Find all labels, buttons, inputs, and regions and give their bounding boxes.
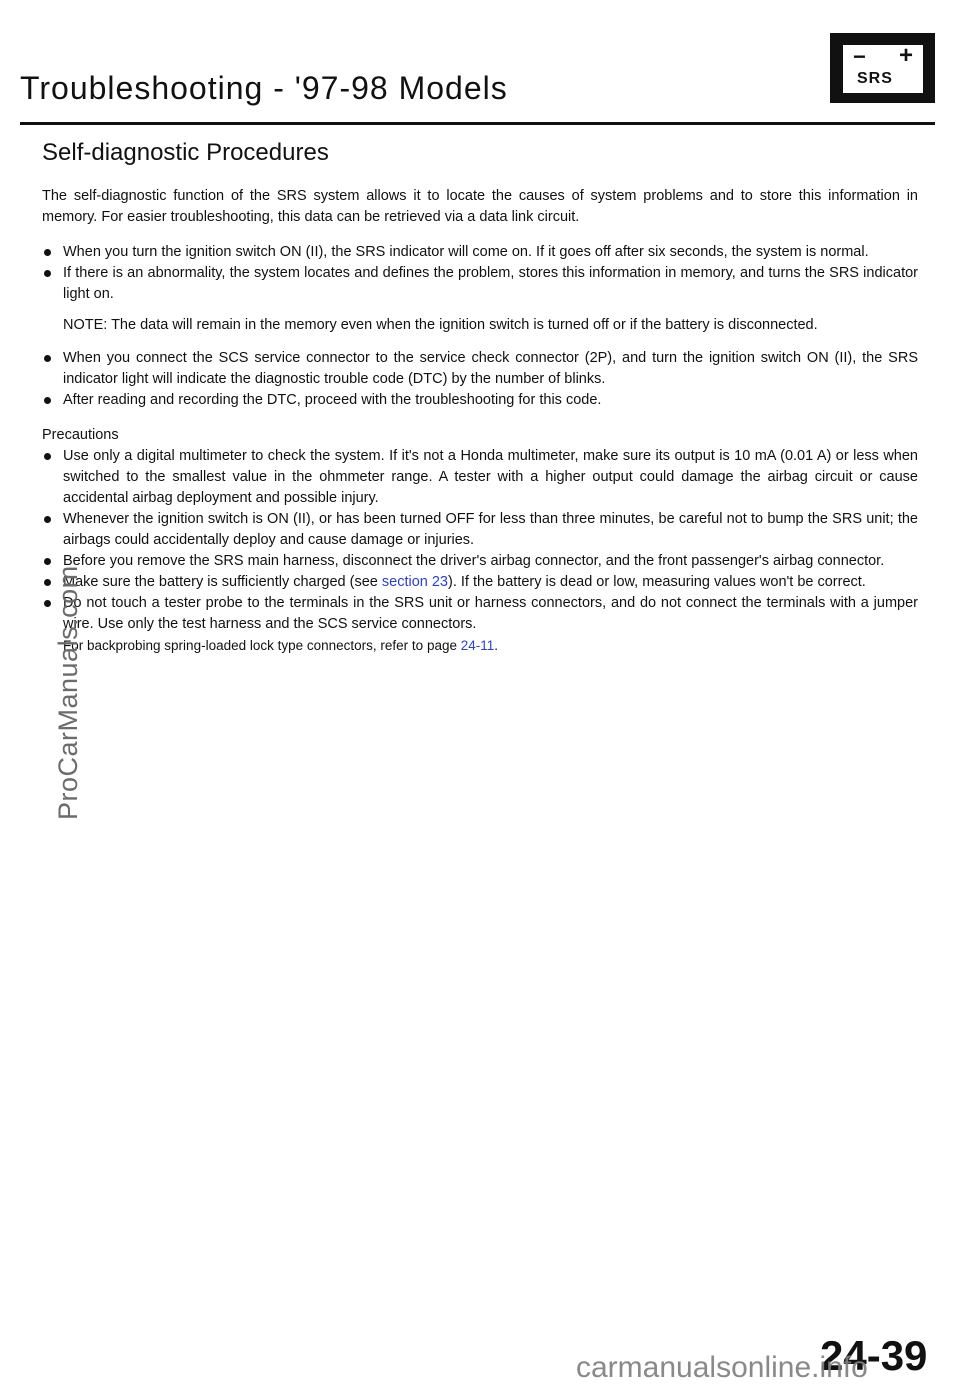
srs-badge-panel — [843, 42, 923, 93]
srs-badge-label: SRS — [857, 70, 893, 87]
backprobe-text-after: . — [494, 638, 499, 653]
side-watermark: ProCarManuals.com — [53, 565, 83, 820]
list-item: Before you remove the SRS main harness, disconnect the driver's airbag connector, and the front passenger's airbag connector. — [42, 551, 918, 572]
list-item: After reading and recording the DTC, proceed with the troubleshooting for this code. — [42, 390, 918, 411]
page-24-11-link[interactable]: 24-11 — [460, 638, 495, 653]
backprobe-note — [42, 635, 918, 656]
srs-battery-icon — [830, 33, 935, 103]
indicator-bullets — [42, 242, 918, 305]
note-paragraph: NOTE: The data will remain in the memory even when the ignition switch is turned off or if the battery is disconnected. — [63, 317, 818, 333]
intro-paragraph: The self-diagnostic function of the SRS system allows it to locate the causes of system problems and to store this information in memory. For easier troubleshooting, this data can be retrieved via a data link circuit. — [42, 188, 918, 225]
battery-text-after: ). If the battery is dead or low, measuring values won't be correct. — [448, 574, 866, 590]
battery-precaution — [42, 572, 918, 593]
list-item: Use only a digital multimeter to check the system. If it's not a Honda multimeter, make sure its output is 10 mA (0.01 A) or less when switched to the smallest value in the ohmmeter range. A tester with a higher output could damage the airbag circuit or cause accidental airbag deployment and possible injury. — [42, 446, 918, 509]
section-heading: Self-diagnostic Procedures — [42, 139, 329, 166]
page-title: Troubleshooting - '97-98 Models — [20, 70, 508, 106]
list-item: When you turn the ignition switch ON (II), the SRS indicator will come on. If it goes off after six seconds, the system is normal. — [42, 242, 918, 263]
precautions-list — [42, 446, 918, 635]
precautions-label: Precautions — [42, 427, 119, 443]
header-divider — [20, 122, 935, 125]
battery-text-before: Make sure the battery is sufficiently charged (see — [63, 574, 382, 590]
dtc-bullets — [42, 348, 918, 411]
plus-icon: + — [899, 42, 914, 69]
list-item: When you connect the SCS service connector to the service check connector (2P), and turn the ignition switch ON (II), the SRS indicator light will indicate the diagnostic trouble code (DTC) by the number of blinks. — [42, 348, 918, 390]
backprobe-text-before: For backprobing spring-loaded lock type connectors, refer to page — [63, 638, 461, 653]
page-number: 24-39 — [820, 1332, 928, 1379]
list-item: Do not touch a tester probe to the terminals in the SRS unit or harness connectors, and do not connect the terminals with a jumper wire. Use only the test harness and the SCS service connectors. — [42, 593, 918, 635]
section-content — [42, 186, 918, 656]
section-23-link[interactable]: section 23 — [381, 574, 448, 590]
list-item: If there is an abnormality, the system locates and defines the problem, stores this information in memory, and turns the SRS indicator light on. — [42, 263, 918, 305]
minus-icon: − — [853, 44, 866, 69]
bottom-watermark: carmanualsonline.info — [576, 1351, 868, 1384]
list-item: Whenever the ignition switch is ON (II), or has been turned OFF for less than three minutes, be careful not to bump the SRS unit; the airbags could accidentally deploy and cause damage or injuries. — [42, 509, 918, 551]
